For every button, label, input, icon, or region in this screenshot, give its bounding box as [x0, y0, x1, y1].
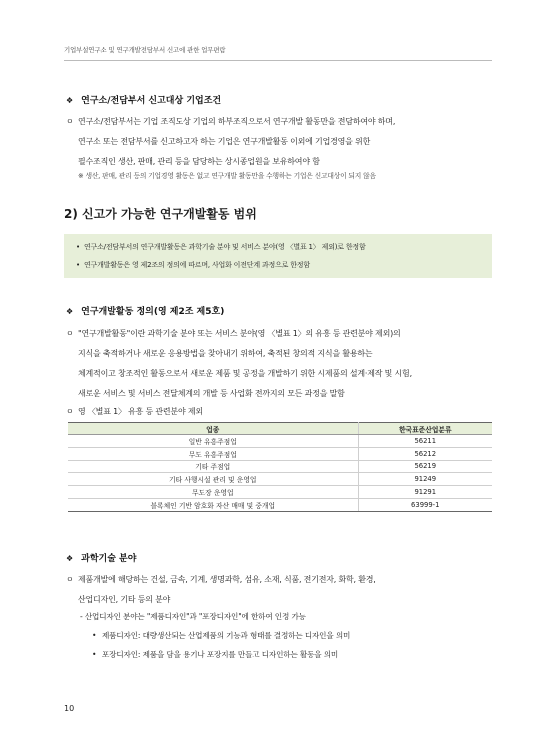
industry-cell: 무도 유흥주점업	[68, 447, 358, 460]
scope-summary-item	[76, 242, 366, 252]
table-intro	[66, 402, 496, 422]
table-row	[68, 460, 492, 473]
science-field-heading-text: 과학기술 분야	[81, 554, 137, 564]
packaging-design-text: 포장디자인: 제품을 담을 용기나 포장지를 만들고 디자인하는 활동을 의미	[102, 650, 339, 659]
diamond-bullet-icon: ❖	[66, 307, 74, 316]
paragraph-line: 필수조직인 생산, 판매, 관리 등을 담당하는 상시종업원을 보유하여야 함	[78, 157, 320, 166]
table-intro-text: 영 〈별표 1〉 유흥 등 관련분야 제외	[78, 407, 203, 416]
section-title: 2) 신고가 가능한 연구개발활동 범위	[64, 207, 257, 221]
ksic-code-cell: 56211	[358, 435, 492, 448]
paragraph-line: 연구소 또는 전담부서를 신고하고자 하는 기업은 연구개발활동 이외에 기업경영을 위한	[78, 137, 371, 146]
circle-bullet-icon: ㅇ	[66, 329, 74, 338]
table-row	[68, 498, 492, 511]
product-design-text: 제품디자인: 대량생산되는 산업제품의 기능과 형태를 결정하는 디자인을 의미	[102, 631, 351, 640]
table-header-row	[68, 423, 492, 435]
scope-summary-item	[76, 260, 310, 270]
definition-heading	[66, 304, 224, 317]
target-conditions-heading-text: 연구소/전담부서 신고대상 기업조건	[81, 96, 222, 106]
diamond-bullet-icon: ❖	[66, 96, 74, 105]
table-row	[68, 435, 492, 448]
dot-bullet-icon: •	[92, 650, 97, 659]
scope-summary-text: 연구개발활동은 영 제2조의 정의에 따르며, 사업화 이전단계 과정으로 한정함	[84, 261, 310, 269]
target-conditions-heading	[66, 93, 221, 106]
paragraph-line: 연구소/전담부서는 기업 조직도상 기업의 하부조직으로서 연구개발 활동만을 전담하여야 하며,	[78, 117, 396, 126]
table-row	[68, 473, 492, 486]
definition-heading-text: 연구개발활동 정의(영 제2조 제5호)	[81, 307, 225, 317]
paragraph-line: 체계적이고 창조적인 활동으로서 새로운 제품 및 공정을 개발하기 위한 시제품의 설계·제작 및 시험,	[78, 369, 412, 378]
industry-cell: 일반 유흥주점업	[68, 435, 358, 448]
industry-cell: 기타 주점업	[68, 460, 358, 473]
ksic-code-cell: 63999-1	[358, 498, 492, 511]
header-divider	[64, 60, 492, 61]
page-number: 10	[64, 704, 75, 713]
diamond-bullet-icon: ❖	[66, 554, 74, 563]
paragraph-line: 새로운 서비스 및 서비스 전달체계의 개발 등 사업화 전까지의 모든 과정을 말함	[78, 389, 345, 398]
table-header-industry: 업종	[68, 423, 358, 435]
ksic-code-cell: 91291	[358, 486, 492, 499]
dot-bullet-icon: •	[76, 243, 80, 251]
target-conditions-paragraph	[66, 112, 496, 172]
circle-bullet-icon: ㅇ	[66, 407, 74, 416]
industry-cell: 기타 사행시설 관리 및 운영업	[68, 473, 358, 486]
definition-paragraph	[66, 324, 496, 404]
industrial-design-note: - 산업디자인 분야는 "제품디자인"과 "포장디자인"에 한하여 인정 가능	[80, 612, 306, 621]
table-header-ksic: 한국표준산업분류	[358, 423, 492, 435]
paragraph-line: 지식을 축적하거나 새로운 응용방법을 찾아내기 위하여, 축적된 창의적 지식을 활용하는	[78, 349, 373, 358]
science-field-paragraph	[66, 570, 496, 610]
target-conditions-note: ※ 생산, 판매, 관리 등의 기업경영 활동은 없고 연구개발 활동만을 수행하는 기업은 신고대상이 되지 않음	[78, 172, 376, 180]
table-row	[68, 486, 492, 499]
science-field-heading	[66, 551, 136, 564]
running-header: 기업부설연구소 및 연구개발전담부서 신고에 관한 업무편람	[64, 46, 226, 54]
dot-bullet-icon: •	[92, 631, 97, 640]
ksic-code-cell: 56212	[358, 447, 492, 460]
circle-bullet-icon: ㅇ	[66, 117, 74, 126]
ksic-code-cell: 56219	[358, 460, 492, 473]
packaging-design-item	[92, 649, 338, 660]
dot-bullet-icon: •	[76, 261, 80, 269]
industry-cell: 블록체인 기반 암호화 자산 매매 및 중개업	[68, 498, 358, 511]
table-row	[68, 447, 492, 460]
ksic-code-cell: 91249	[358, 473, 492, 486]
scope-summary-box	[64, 234, 492, 278]
product-design-item	[92, 630, 350, 641]
industry-cell: 무도장 운영업	[68, 486, 358, 499]
scope-summary-text: 연구소/전담부서의 연구개발활동은 과학기술 분야 및 서비스 분야(영 〈별표 1〉 제외)로 한정함	[84, 243, 366, 251]
excluded-industries-table	[68, 422, 492, 512]
circle-bullet-icon: ㅇ	[66, 575, 74, 584]
paragraph-line: 산업디자인, 기타 등의 분야	[78, 595, 171, 604]
paragraph-line: 제품개발에 해당하는 건설, 금속, 기계, 생명과학, 섬유, 소재, 식품, 전기전자, 화학, 환경,	[78, 575, 376, 584]
paragraph-line: "연구개발활동"이란 과학기술 분야 또는 서비스 분야(영 〈별표 1〉의 유흥 등 관련분야 제외)의	[78, 329, 401, 338]
